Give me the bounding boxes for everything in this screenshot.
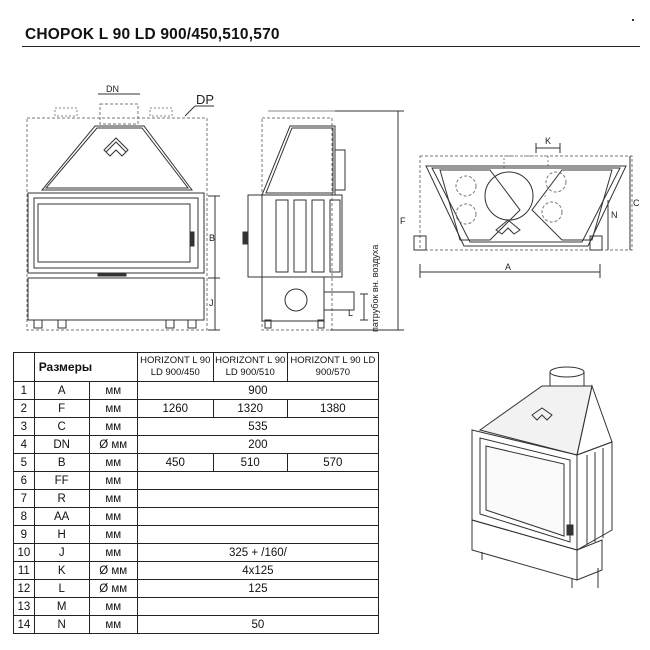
table-row [14,400,379,418]
parameter-cell: M [34,598,89,616]
header-column-570: HORIZONT L 90 LD 900/570 [287,353,378,382]
parameter-cell: N [34,616,89,634]
unit-cell: мм [89,472,137,490]
table-row [14,544,379,562]
row-number-cell: 4 [14,436,35,454]
label-air-inlet: патрубок вн. воздуха [370,244,380,332]
unit-cell: мм [89,508,137,526]
unit-cell: мм [89,526,137,544]
table-row [14,382,379,400]
unit-cell: мм [89,544,137,562]
parameter-cell: C [34,418,89,436]
row-number-cell: 10 [14,544,35,562]
table-row [14,454,379,472]
unit-cell: Ø мм [89,436,137,454]
value-cell: 1320 [213,400,287,418]
row-number-cell: 9 [14,526,35,544]
value-cell: 570 [287,454,378,472]
row-number-cell: 2 [14,400,35,418]
table-row [14,418,379,436]
parameter-cell: F [34,400,89,418]
label-dp: DP [196,92,215,107]
row-number-cell: 3 [14,418,35,436]
table-row [14,490,379,508]
fireplace-isometric-image [452,360,632,610]
value-cell: 510 [213,454,287,472]
table-row [14,472,379,490]
value-cell: 125 [137,580,378,598]
label-b: B [209,233,216,243]
table-header-row [14,353,379,382]
table-row [14,580,379,598]
parameter-cell: FF [34,472,89,490]
value-cell [137,508,378,526]
value-cell: 1260 [137,400,213,418]
parameter-cell: DN [34,436,89,454]
label-c: C [633,198,640,208]
page-title: CHOPOK L 90 LD 900/450,510,570 [25,26,280,43]
unit-cell: мм [89,418,137,436]
label-dn: DN [106,84,119,94]
parameter-cell: J [34,544,89,562]
value-cell: 450 [137,454,213,472]
value-cell [137,472,378,490]
parameter-cell: L [34,580,89,598]
table-body [14,382,379,634]
row-number-cell: 13 [14,598,35,616]
parameter-cell: A [34,382,89,400]
value-cell: 1380 [287,400,378,418]
parameter-cell: B [34,454,89,472]
label-f: F [400,216,406,226]
unit-cell: мм [89,454,137,472]
dimensions-table [13,352,379,634]
header-column-510: HORIZONT L 90 LD 900/510 [213,353,287,382]
row-number-cell: 8 [14,508,35,526]
table-row [14,508,379,526]
unit-cell: мм [89,400,137,418]
row-number-cell: 12 [14,580,35,598]
row-number-cell: 11 [14,562,35,580]
value-cell: 50 [137,616,378,634]
row-number-cell: 7 [14,490,35,508]
unit-cell: Ø мм [89,562,137,580]
row-number-cell: 14 [14,616,35,634]
label-l: L [348,308,354,318]
row-number-cell: 5 [14,454,35,472]
parameter-cell: R [34,490,89,508]
row-number-cell: 1 [14,382,35,400]
header-sizes-cell: Размеры [34,353,137,382]
value-cell [137,490,378,508]
unit-cell: мм [89,598,137,616]
header-column-450: HORIZONT L 90 LD 900/450 [137,353,213,382]
value-cell [137,598,378,616]
label-j: J [209,298,214,308]
table-row [14,436,379,454]
table-row [14,616,379,634]
parameter-cell: AA [34,508,89,526]
table-row [14,562,379,580]
parameter-cell: K [34,562,89,580]
value-cell: 4x125 [137,562,378,580]
unit-cell: Ø мм [89,580,137,598]
unit-cell: мм [89,382,137,400]
value-cell: 535 [137,418,378,436]
value-cell [137,526,378,544]
value-cell: 325 + /160/ [137,544,378,562]
row-number-cell: 6 [14,472,35,490]
parameter-cell: H [34,526,89,544]
table-row [14,526,379,544]
header-num-cell [14,353,35,382]
unit-cell: мм [89,490,137,508]
label-a: A [505,262,512,272]
unit-cell: мм [89,616,137,634]
value-cell: 900 [137,382,378,400]
value-cell: 200 [137,436,378,454]
label-n: N [611,210,618,220]
label-k: K [545,136,552,146]
table-row [14,598,379,616]
